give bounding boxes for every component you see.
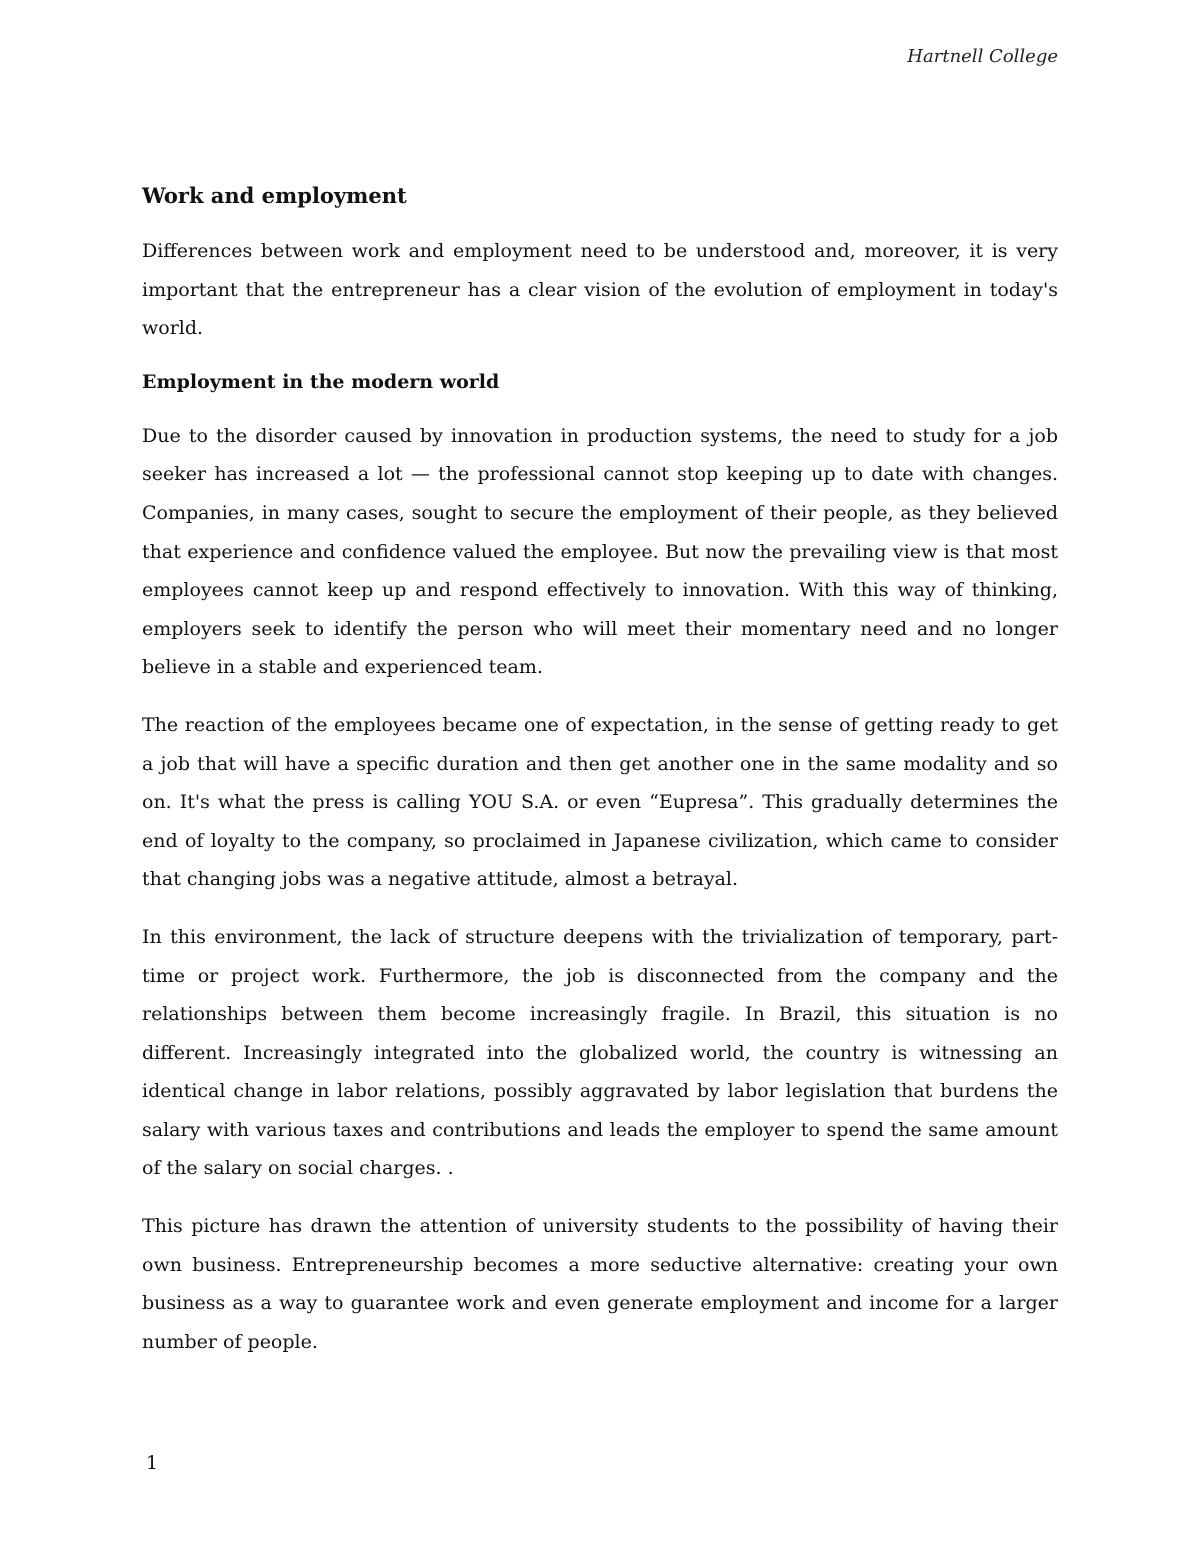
body-paragraph-3: In this environment, the lack of structure deepens with the trivialization of temporary, part-time or project work. Furthermore, the job is disconnected from the company and the relationships between them become increasingly fragile. In Brazil, this situation is no different. Increasingly integrated into the globalized world, the country is witnessing an identical change in labor relations, possibly aggravated by labor legislation that burdens the salary with various taxes and contributions and leads the employer to spend the same amount of the salary on social charges. . (142, 925, 1058, 1180)
section-heading: Employment in the modern world (142, 370, 500, 393)
header-institution: Hartnell College (907, 46, 1058, 67)
document-title: Work and employment (142, 183, 407, 208)
page-number: 1 (146, 1452, 159, 1474)
document-body (142, 180, 1058, 1380)
body-paragraph-2: The reaction of the employees became one of expectation, in the sense of getting ready to get a job that will have a specific duration and then get another one in the same modality and so on. It's what the press is calling YOU S.A. or even “Eupresa”. This gradually determines the end of loyalty to the company, so proclaimed in Japanese civilization, which came to consider that changing jobs was a negative attitude, almost a betrayal. (142, 713, 1058, 891)
intro-paragraph: Differences between work and employment need to be understood and, moreover, it is very important that the entrepreneur has a clear vision of the evolution of employment in today's world. (142, 240, 1058, 340)
body-paragraph-1: Due to the disorder caused by innovation in production systems, the need to study for a job seeker has increased a lot — the professional cannot stop keeping up to date with changes. Companies, in many cases, sought to secure the employment of their people, as they believed that experience and confidence valued the employee. But now the prevailing view is that most employees cannot keep up and respond effectively to innovation. With this way of thinking, employers seek to identify the person who will meet their momentary need and no longer believe in a stable and experienced team. (142, 424, 1058, 679)
body-paragraph-4: This picture has drawn the attention of university students to the possibility of having their own business. Entrepreneurship becomes a more seductive alternative: creating your own business as a way to guarantee work and even generate employment and income for a larger number of people. (142, 1215, 1058, 1353)
